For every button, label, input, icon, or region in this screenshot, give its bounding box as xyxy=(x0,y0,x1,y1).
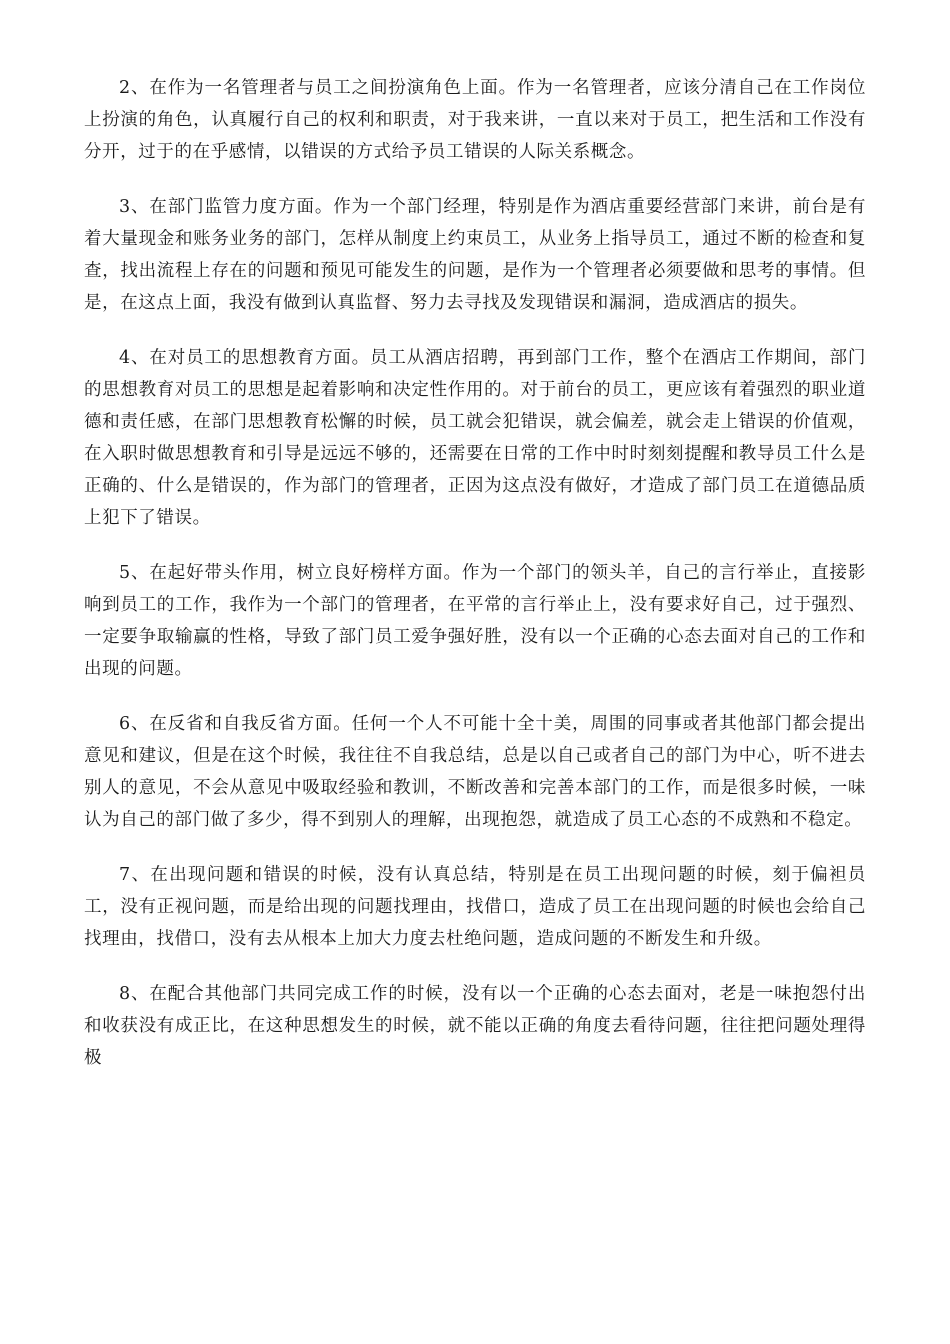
paragraph-item-8: 8、在配合其他部门共同完成工作的时候，没有以一个正确的心态去面对，老是一味抱怨付出和收获没有成正比，在这种思想发生的时候，就不能以正确的角度去看待问题，往往把问题处理得极 xyxy=(84,984,866,1068)
paragraph-item-5: 5、在起好带头作用，树立良好榜样方面。作为一个部门的领头羊，自己的言行举止，直接影响到员工的工作，我作为一个部门的管理者，在平常的言行举止上，没有要求好自己，过于强烈、一定要争取输赢的性格，导致了部门员工爱争强好胜，没有以一个正确的心态去面对自己的工作和出现的问题。 xyxy=(84,563,866,679)
paragraph-item-3: 3、在部门监管力度方面。作为一个部门经理，特别是作为酒店重要经营部门来讲，前台是有着大量现金和账务业务的部门，怎样从制度上约束员工，从业务上指导员工，通过不断的检查和复查，找出流程上存在的问题和预见可能发生的问题，是作为一个管理者必须要做和思考的事情。但是，在这点上面，我没有做到认真监督、努力去寻找及发现错误和漏洞，造成酒店的损失。 xyxy=(84,197,866,313)
paragraph-item-4: 4、在对员工的思想教育方面。员工从酒店招聘，再到部门工作，整个在酒店工作期间，部门的思想教育对员工的思想是起着影响和决定性作用的。对于前台的员工，更应该有着强烈的职业道德和责任感，在部门思想教育松懈的时候，员工就会犯错误，就会偏差，就会走上错误的价值观，在入职时做思想教育和引导是远远不够的，还需要在日常的工作中时时刻刻提醒和教导员工什么是正确的、什么是错误的，作为部门的管理者，正因为这点没有做好，才造成了部门员工在道德品质上犯下了错误。 xyxy=(84,348,866,528)
paragraph-item-6: 6、在反省和自我反省方面。任何一个人不可能十全十美，周围的同事或者其他部门都会提出意见和建议，但是在这个时候，我往往不自我总结，总是以自己或者自己的部门为中心，听不进去别人的意见，不会从意见中吸取经验和教训，不断改善和完善本部门的工作，而是很多时候，一味认为自己的部门做了多少，得不到别人的理解，出现抱怨，就造成了员工心态的不成熟和不稳定。 xyxy=(84,714,866,830)
document-body xyxy=(84,72,866,1097)
paragraph-item-7: 7、在出现问题和错误的时候，没有认真总结，特别是在员工出现问题的时候，刻于偏袒员工，没有正视问题，而是给出现的问题找理由，找借口，造成了员工在出现问题的时候也会给自己找理由，找借口，没有去从根本上加大力度去杜绝问题，造成问题的不断发生和升级。 xyxy=(84,865,866,949)
paragraph-item-2: 2、在作为一名管理者与员工之间扮演角色上面。作为一名管理者，应该分清自己在工作岗位上扮演的角色，认真履行自己的权利和职责，对于我来讲，一直以来对于员工，把生活和工作没有分开，过于的在乎感情，以错误的方式给予员工错误的人际关系概念。 xyxy=(84,78,866,162)
